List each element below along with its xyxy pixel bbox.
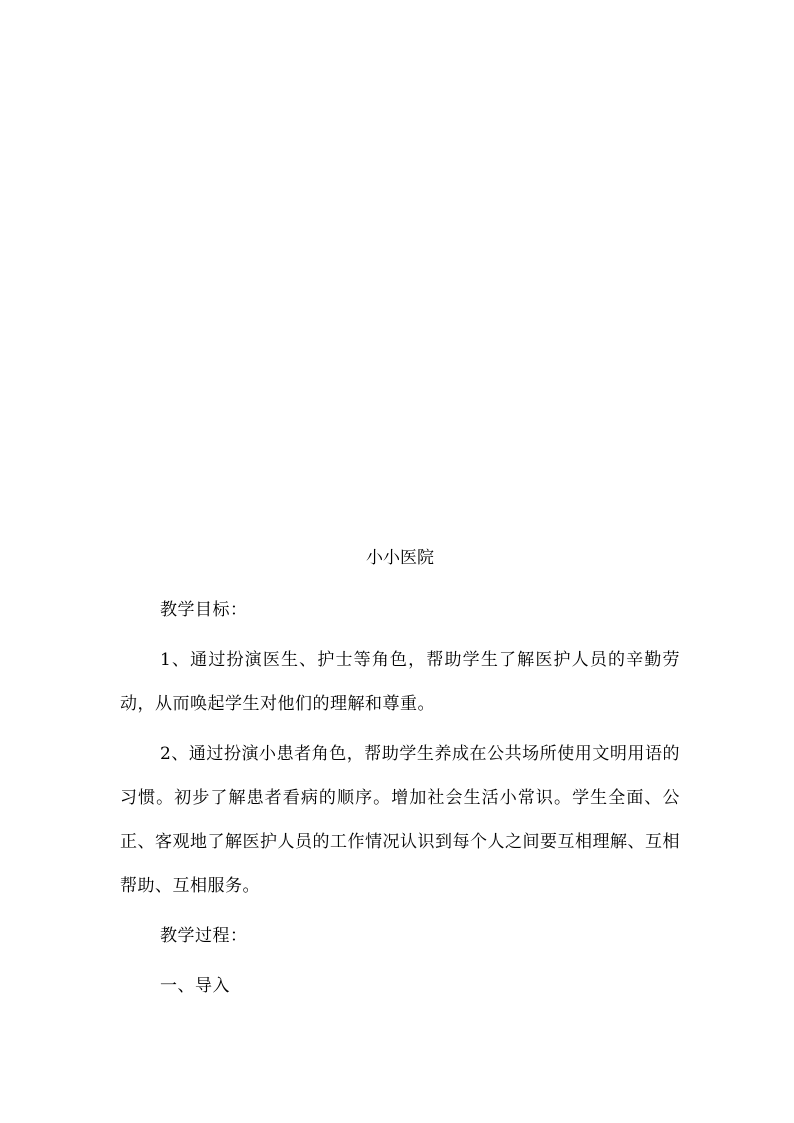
objective-2: 2、通过扮演小患者角色，帮助学生养成在公共场所使用文明用语的习惯。初步了解患者看病的顺序。增加社会生活小常识。学生全面、公正、客观地了解医护人员的工作情况认识到每个人之间要互相理解、互相帮助、互相服务。 xyxy=(120,744,680,896)
section-1-heading: 一、导入 xyxy=(160,976,230,996)
objectives-heading: 教学目标： xyxy=(160,600,248,620)
process-heading: 教学过程： xyxy=(160,926,248,946)
document-body xyxy=(120,540,680,1008)
objective-1: 1、通过扮演医生、护士等角色，帮助学生了解医护人员的辛勤劳动，从而唤起学生对他们的理解和尊重。 xyxy=(120,650,680,714)
document-title: 小小医院 xyxy=(366,548,434,568)
